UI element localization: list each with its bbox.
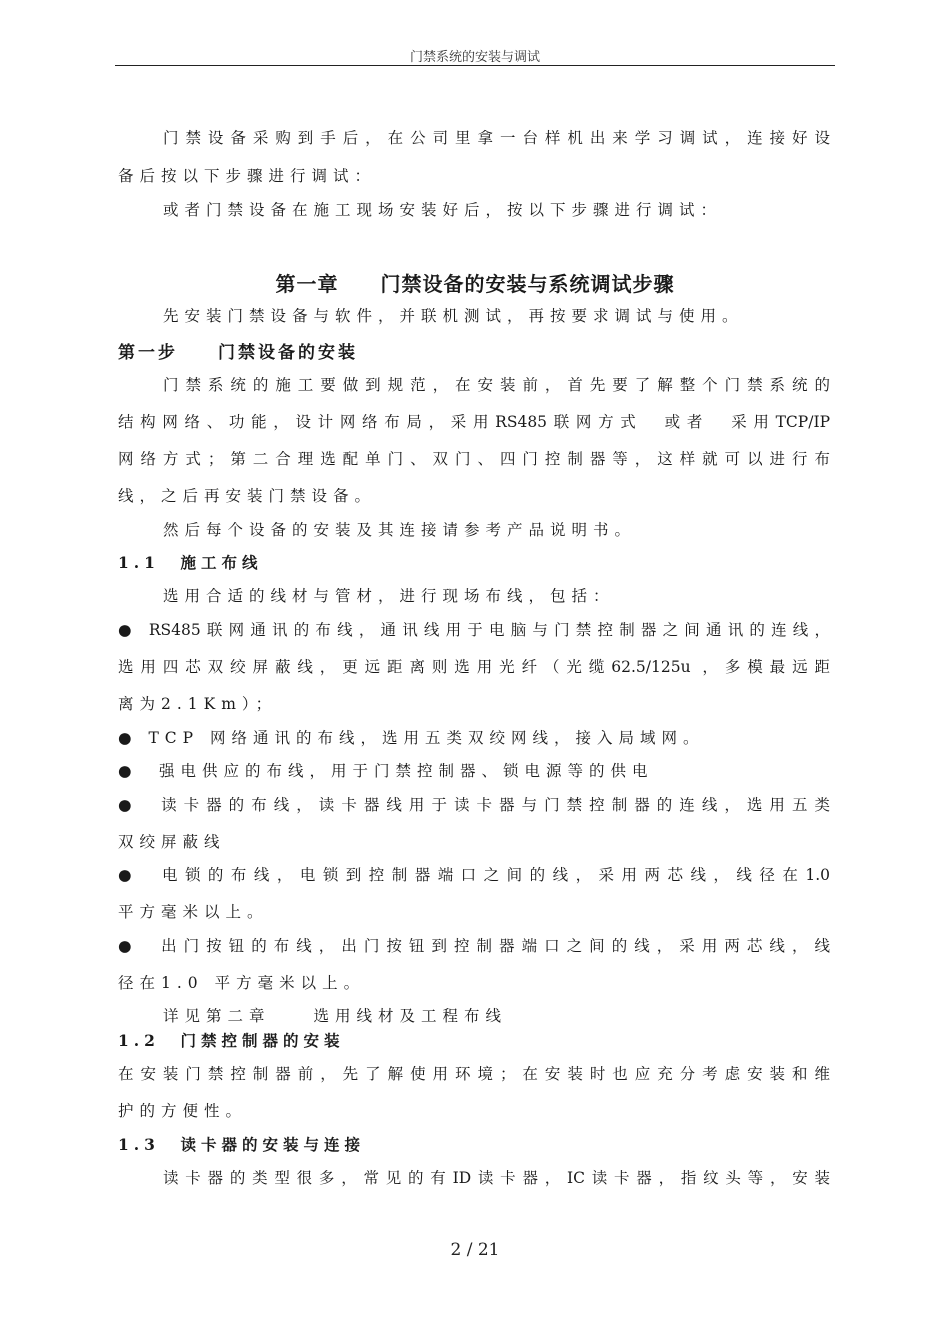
paragraph-line: 先安装门禁设备与软件，并联机测试，再按要求调试与使用。 [163, 307, 744, 325]
paragraph-line: 选用合适的线材与管材，进行现场布线，包括： [163, 587, 615, 605]
paragraph-line: 门禁系统的施工要做到规范，在安装前，首先要了解整个门禁系统的 [163, 376, 830, 394]
bullet-line: ● 读卡器的布线，读卡器线用于读卡器与门禁控制器的连线，选用五类 [118, 796, 830, 814]
paragraph-line: 网络方式；第二合理选配单门、双门、四门控制器等，这样就可以进行布 [118, 450, 830, 468]
section-heading: 1.2 门禁控制器的安装 [118, 1031, 345, 1050]
paragraph-line: 读卡器的类型很多，常见的有ID读卡器，IC读卡器，指纹头等，安装 [163, 1169, 830, 1187]
page-header-title: 门禁系统的安装与调试 [409, 50, 540, 65]
paragraph-line: 详见第二章 选用线材及工程布线 [163, 1007, 508, 1025]
paragraph-line: 门禁设备采购到手后，在公司里拿一台样机出来学习调试，连接好设 [163, 129, 830, 147]
paragraph-line: 然后每个设备的安装及其连接请参考产品说明书。 [163, 521, 637, 539]
section-heading: 1.1 施工布线 [118, 553, 263, 572]
bullet-line: 选用四芯双绞屏蔽线，更远距离则选用光纤（光缆62.5/125u ，多模最远距 [118, 658, 830, 676]
bullet-line: 双绞屏蔽线 [118, 833, 226, 851]
bullet-line: 径在1.0 平方毫米以上。 [118, 974, 366, 992]
bullet-line: ● TCP 网络通讯的布线，选用五类双绞网线，接入局域网。 [118, 729, 705, 747]
paragraph-line: 或者门禁设备在施工现场安装好后，按以下步骤进行调试： [163, 201, 723, 219]
chapter-heading: 第一章 门禁设备的安装与系统调试步骤 [275, 272, 675, 296]
header-divider [115, 65, 835, 66]
paragraph-line: 线，之后再安装门禁设备。 [118, 487, 377, 505]
paragraph-line: 护的方便性。 [118, 1102, 248, 1120]
section-heading: 1.3 读卡器的安装与连接 [118, 1135, 365, 1154]
bullet-line: 平方毫米以上。 [118, 903, 269, 921]
bullet-line: ● 电锁的布线，电锁到控制器端口之间的线，采用两芯线，线径在1.0 [118, 866, 830, 884]
bullet-line: ● 出门按钮的布线，出门按钮到控制器端口之间的线，采用两芯线，线 [118, 937, 830, 955]
paragraph-line: 结构网络、功能，设计网络布局，采用RS485联网方式 或者 采用TCP/IP [118, 413, 830, 431]
bullet-line: ● 强电供应的布线，用于门禁控制器、锁电源等的供电 [118, 762, 654, 780]
paragraph-line: 备后按以下步骤进行调试： [118, 167, 377, 185]
step-heading: 第一步 门禁设备的安装 [118, 343, 358, 363]
bullet-line: 离为2.1Km）； [118, 695, 278, 713]
page-number: 2 / 21 [450, 1240, 500, 1260]
bullet-line: ● RS485联网通讯的布线，通讯线用于电脑与门禁控制器之间通讯的连线， [118, 621, 830, 639]
paragraph-line: 在安装门禁控制器前，先了解使用环境；在安装时也应充分考虑安装和维 [118, 1065, 830, 1083]
